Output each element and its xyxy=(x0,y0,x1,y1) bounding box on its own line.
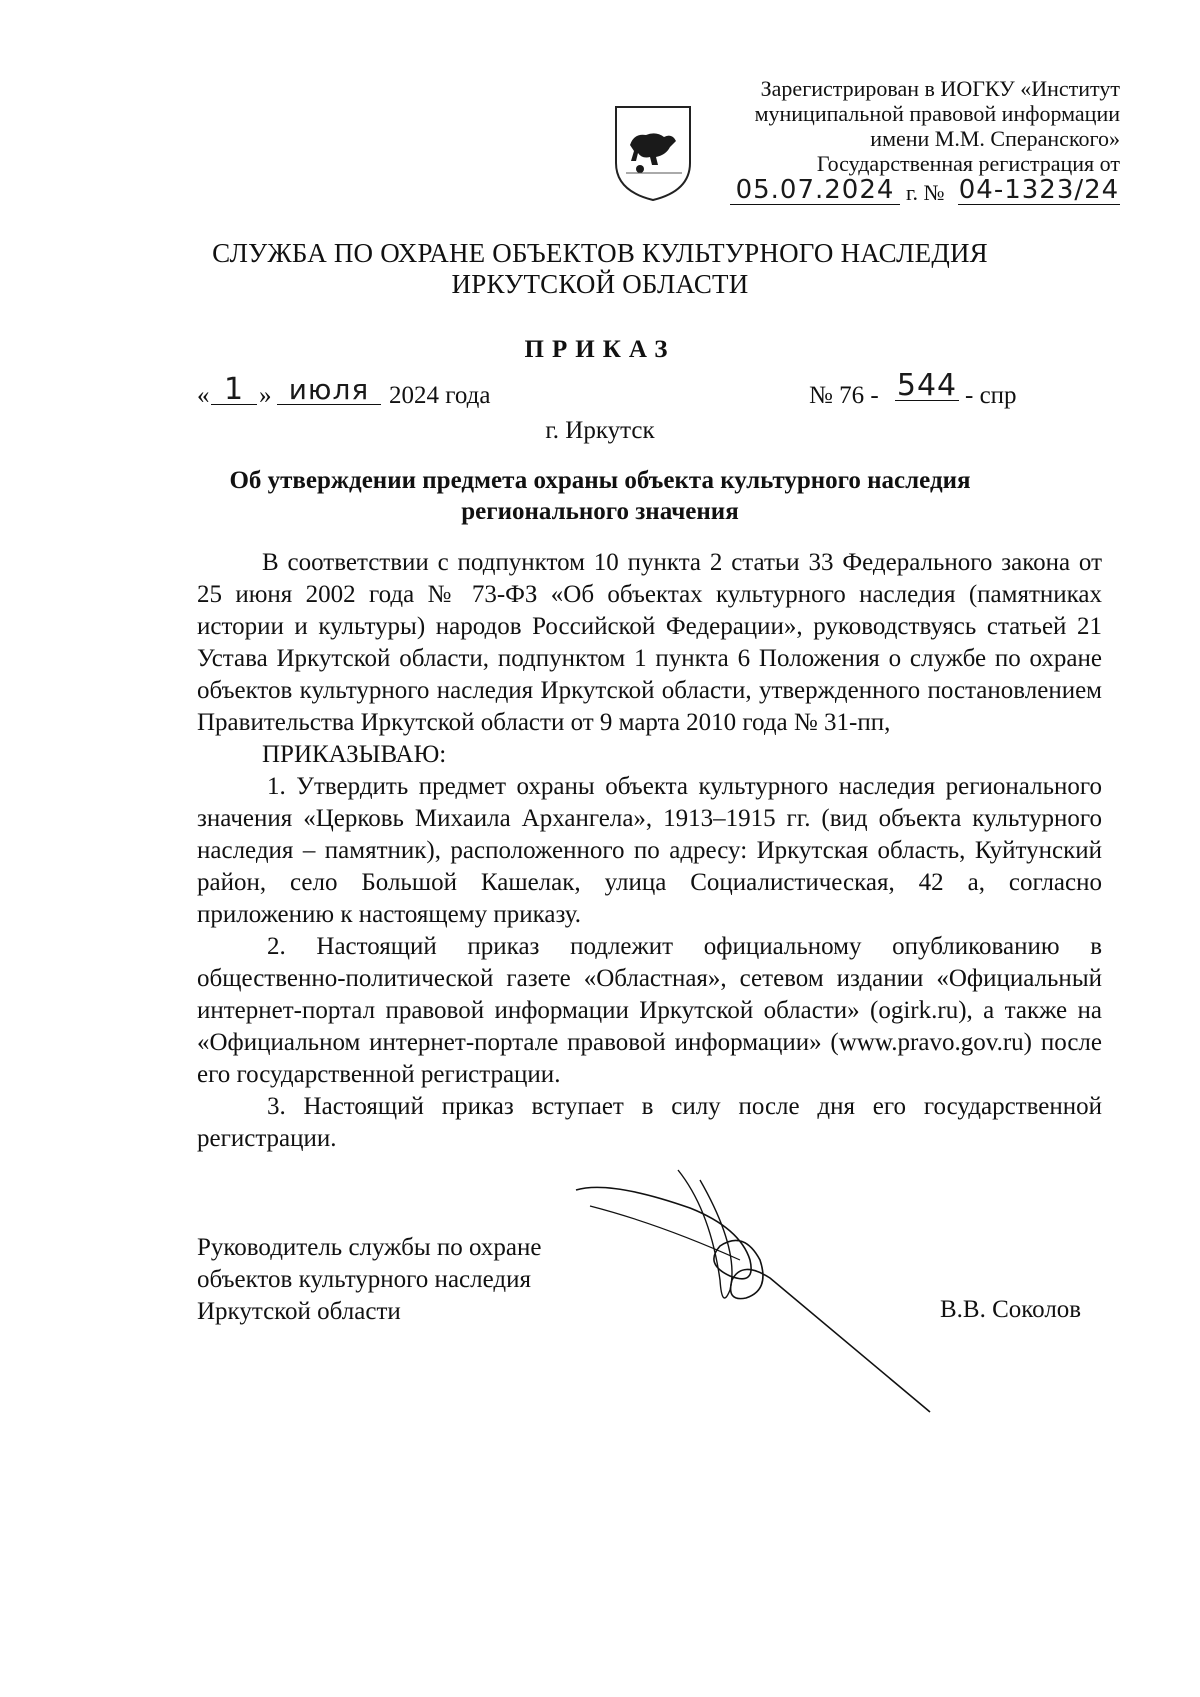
signatory-line-1: Руководитель службы по охране xyxy=(197,1234,542,1261)
date-number-row xyxy=(197,368,1102,416)
registration-number-label: г. № xyxy=(906,180,945,205)
registration-line-1: Зарегистрирован в ИОГКУ «Институт xyxy=(760,76,1120,101)
organization-line-1: СЛУЖБА ПО ОХРАНЕ ОБЪЕКТОВ КУЛЬТУРНОГО НАСЛЕДИЯ xyxy=(212,238,988,268)
registration-number: 04-1323/24 xyxy=(958,175,1120,205)
city: г. Иркутск xyxy=(545,417,655,444)
document-kind: ПРИКАЗ xyxy=(524,336,676,363)
preamble-paragraph: В соответствии с подпунктом 10 пункта 2 статьи 33 Федерального закона от 25 июня 2002 года № 73-ФЗ «Об объектах культурного наследия (памятниках истории и культуры) народов Российской Федерации», руководствуясь статьей 21 Устава Иркутской области, подпунктом 1 пункта 6 Положения о службе по охране объектов культурного наследия Иркутской области, утвержденного постановлением Правительства Иркутской области от 9 марта 2010 года № 31-пп, xyxy=(197,549,1102,736)
handwritten-signature xyxy=(570,1150,950,1450)
coat-of-arms-icon xyxy=(612,103,694,203)
signatory-line-2: объектов культурного наследия xyxy=(197,1266,531,1293)
order-number-value: 544 xyxy=(896,368,958,403)
order-subject xyxy=(160,465,1040,527)
order-word: ПРИКАЗЫВАЮ: xyxy=(262,741,447,768)
registration-date: 05.07.2024 xyxy=(730,176,900,205)
registration-line-3: имени М.М. Сперанского» xyxy=(870,126,1120,151)
date-close-quote: » xyxy=(259,382,272,409)
subject-line-1: Об утверждении предмета охраны объекта культурного наследия xyxy=(229,467,971,494)
organization-title xyxy=(180,238,1020,300)
signatory-name: В.В. Соколов xyxy=(940,1296,1082,1323)
signatory-position xyxy=(197,1232,541,1328)
date-month: июля xyxy=(277,376,381,405)
date-year: 2024 года xyxy=(389,382,491,409)
order-item-3: 3. Настоящий приказ вступает в силу после дня его государственной регистрации. xyxy=(197,1093,1102,1152)
date-open-quote: « xyxy=(197,382,210,409)
subject-line-2: регионального значения xyxy=(461,498,739,525)
order-body xyxy=(197,547,1102,1155)
order-item-2: 2. Настоящий приказ подлежит официальному опубликованию в общественно-политической газете «Областная», сетевом издании «Официальный интернет-портал правовой информации Иркутской области» (ogirk.ru), а также на «Официальном интернет-портале правовой информации» (www.pravo.gov.ru) после его государственной регистрации. xyxy=(197,933,1102,1088)
registration-line-4: Государственная регистрация от xyxy=(816,151,1120,176)
registration-number-row xyxy=(730,176,1120,212)
date-day: 1 xyxy=(211,376,257,405)
order-item-1: 1. Утвердить предмет охраны объекта культурного наследия регионального значения «Церковь Михаила Архангела», 1913–1915 гг. (вид объекта культурного наследия – памятник), расположенного по адресу: Иркутская область, Куйтунский район, село Большой Кашелак, улица Социалистическая, 42 а, согласно приложению к настоящему приказу. xyxy=(197,773,1102,928)
registration-stamp xyxy=(700,76,1120,176)
registration-line-2: муниципальной правовой информации xyxy=(754,101,1120,126)
order-number-prefix: № 76 - xyxy=(809,382,879,409)
organization-line-2: ИРКУТСКОЙ ОБЛАСТИ xyxy=(451,269,749,299)
order-number-suffix: - спр xyxy=(965,382,1017,409)
signatory-line-3: Иркутской области xyxy=(197,1298,401,1325)
